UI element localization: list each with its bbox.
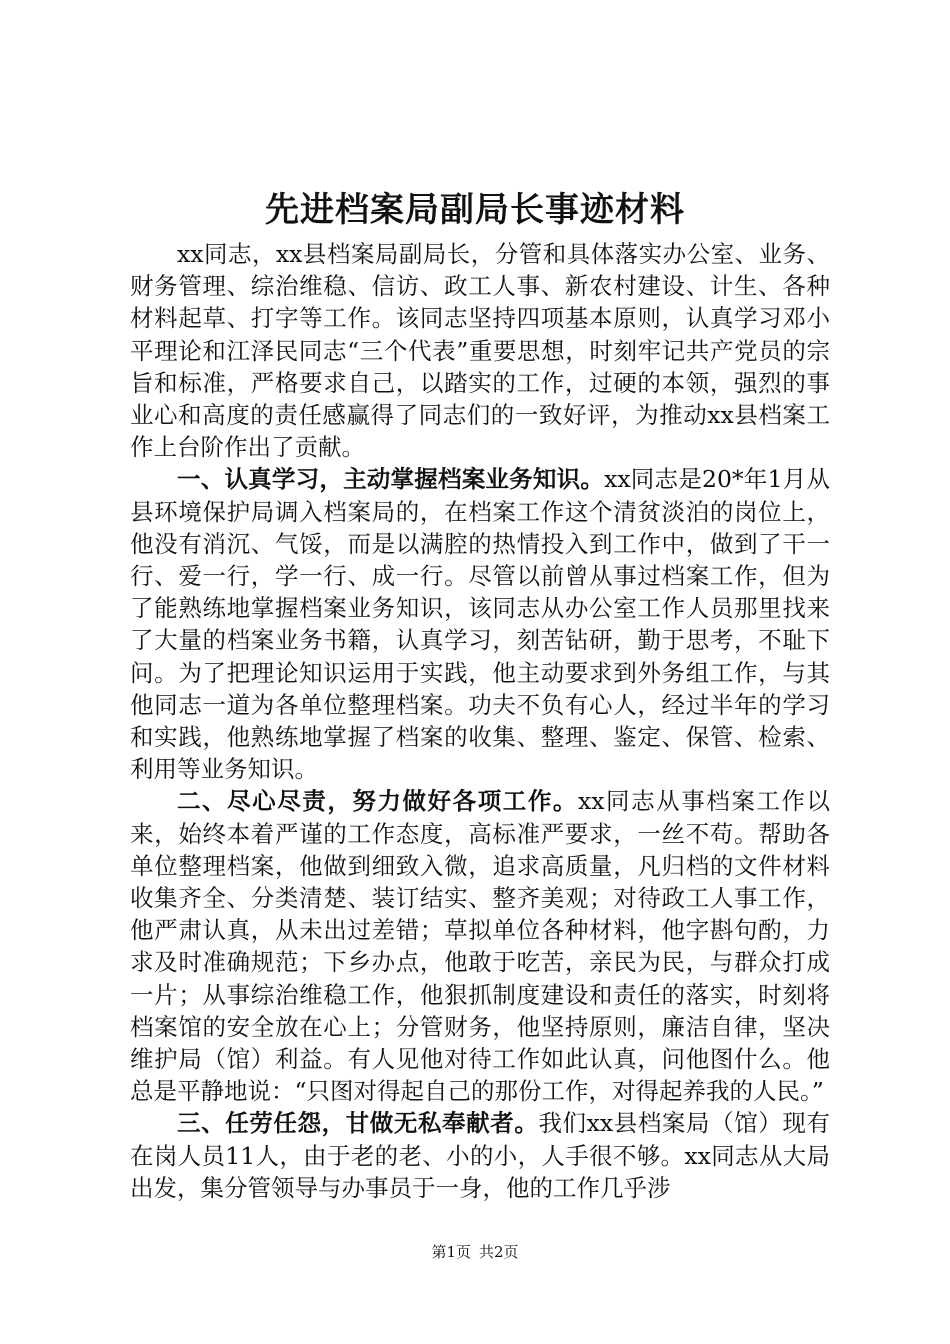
document-title: 先进档案局副局长事迹材料 <box>265 190 685 230</box>
section-1-heading: 一、认真学习，主动掌握档案业务知识。 <box>177 465 605 494</box>
paragraph-section-2 <box>130 785 830 1107</box>
page-footer <box>0 1242 950 1262</box>
paragraph-section-1 <box>130 463 830 785</box>
section-2-text: xx同志从事档案工作以来，始终本着严谨的工作态度，高标准严要求，一丝不苟。帮助各单位整理档案，他做到细致入微，追求高质量，凡归档的文件材料收集齐全、分类清楚、装订结实、整齐美观；对待政工人事工作，他严肃认真，从未出过差错；草拟单位各种材料，他字斟句酌，力求及时准确规范；下乡办点，他敢于吃苦，亲民为民，与群众打成一片；从事综治维稳工作，他狠抓制度建设和责任的落实，时刻将档案馆的安全放在心上；分管财务，他坚持原则，廉洁自律，坚决维护局（馆）利益。有人见他对待工作如此认真，问他图什么。他总是平静地说：“只图对得起自己的那份工作，对得起养我的人民。” <box>130 787 830 1106</box>
section-3-heading: 三、任劳任怨，甘做无私奉献者。 <box>177 1109 539 1138</box>
paragraph-section-3 <box>130 1107 830 1204</box>
paragraph-intro <box>130 238 830 463</box>
document-body <box>130 238 830 1204</box>
page-number-current: 第1页 <box>431 1243 471 1261</box>
section-1-text: xx同志是20*年1月从县环境保护局调入档案局的，在档案工作这个清贫淡泊的岗位上，他没有消沉、气馁，而是以满腔的热情投入到工作中，做到了干一行、爱一行，学一行、成一行。尽管以前曾从事过档案工作，但为了能熟练地掌握档案业务知识，该同志从办公室工作人员那里找来了大量的档案业务书籍，认真学习，刻苦钻研，勤于思考，不耻下问。为了把理论知识运用于实践，他主动要求到外务组工作，与其他同志一道为各单位整理档案。功夫不负有心人，经过半年的学习和实践，他熟练地掌握了档案的收集、整理、鉴定、保管、检索、利用等业务知识。 <box>130 465 830 784</box>
paragraph-text: xx同志，xx县档案局副局长，分管和具体落实办公室、业务、财务管理、综治维稳、信访、政工人事、新农村建设、计生、各种材料起草、打字等工作。该同志坚持四项基本原则，认真学习邓小平理论和江泽民同志“三个代表”重要思想，时刻牢记共产党员的宗旨和标准，严格要求自己，以踏实的工作，过硬的本领，强烈的事业心和高度的责任感赢得了同志们的一致好评，为推动xx县档案工作上台阶作出了贡献。 <box>130 240 830 462</box>
page-number-total: 共2页 <box>479 1243 519 1261</box>
section-3-text: 我们xx县档案局（馆）现有在岗人员11人，由于老的老、小的小，人手很不够。xx同志从大局出发，集分管领导与办事员于一身，他的工作几乎涉 <box>130 1109 830 1202</box>
section-2-heading: 二、尽心尽责，努力做好各项工作。 <box>177 787 578 816</box>
